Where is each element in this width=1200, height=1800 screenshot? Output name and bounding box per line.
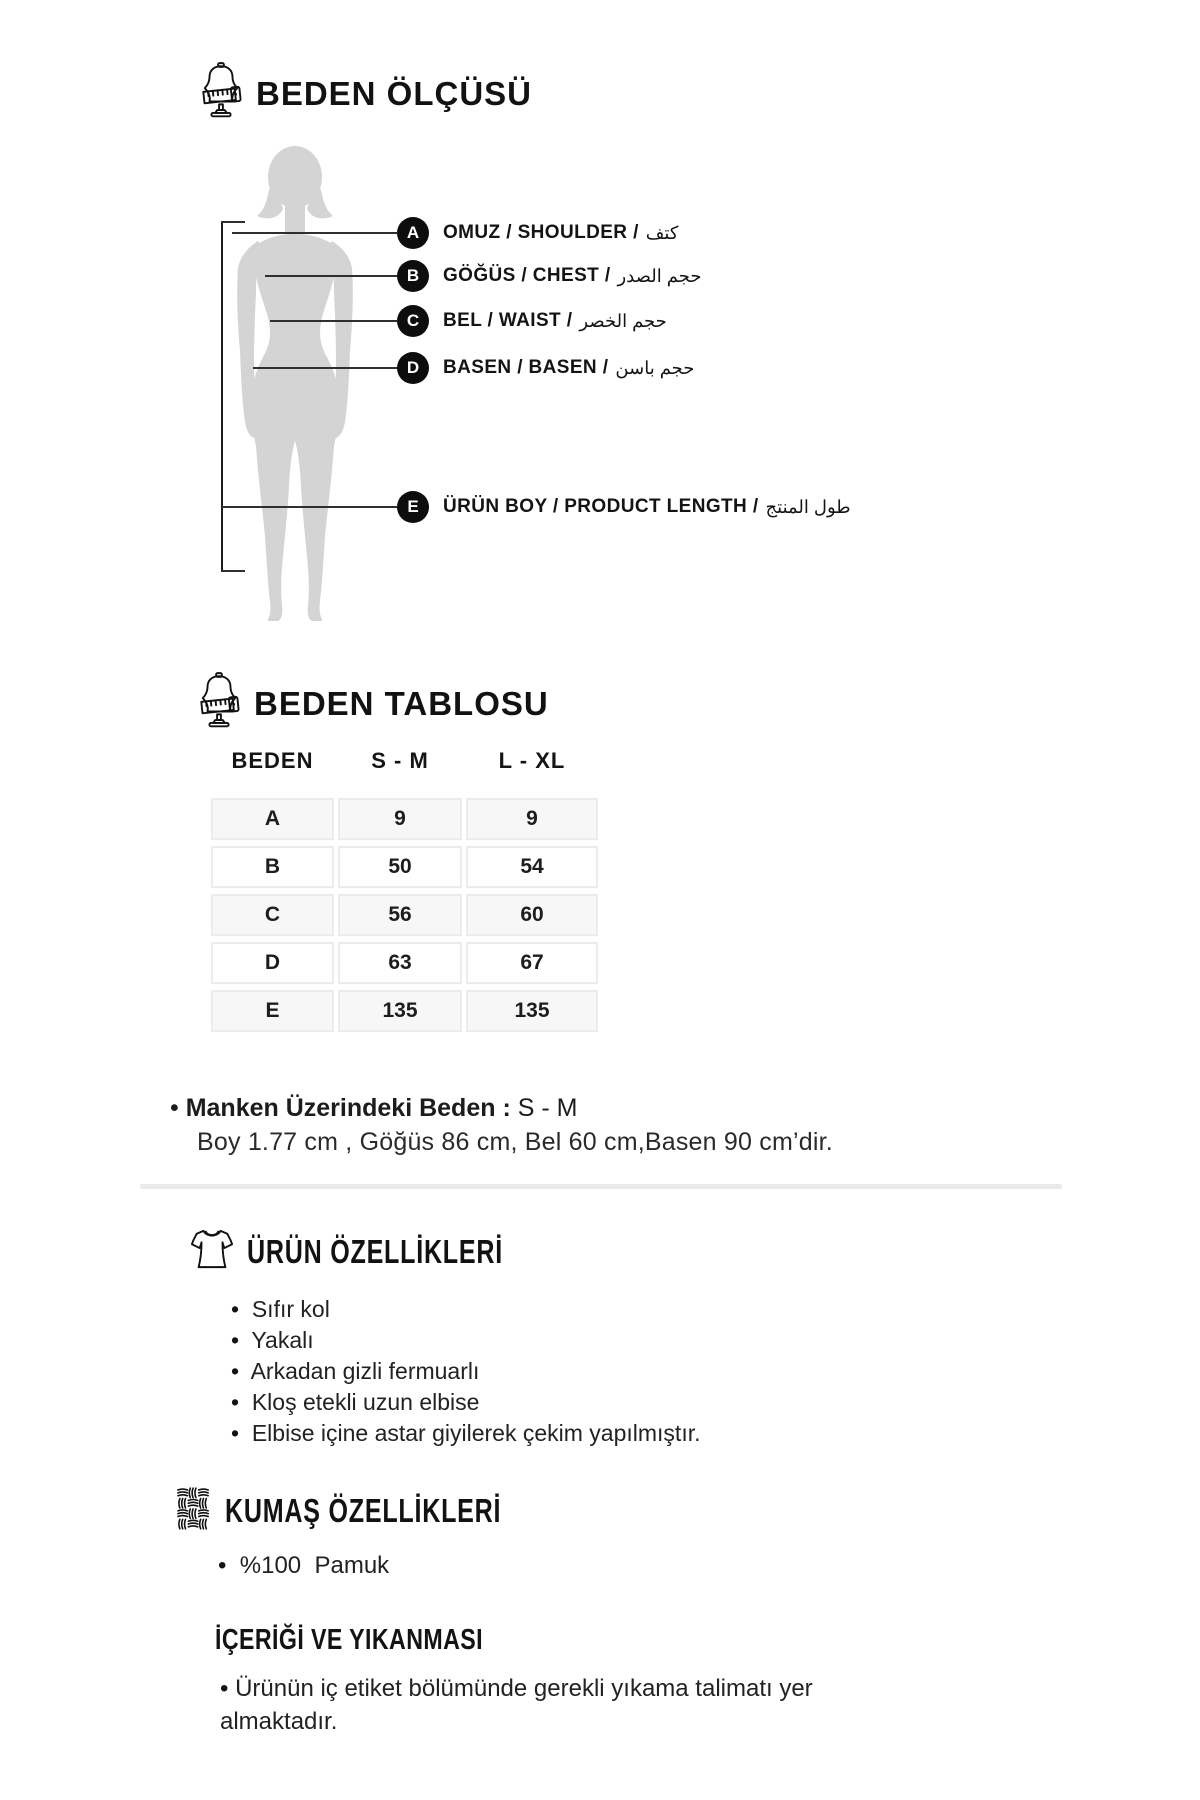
product-features-heading [191,1228,584,1275]
fabric-weave-icon [177,1486,211,1535]
care-heading: İÇERİĞİ VE YIKANMASI [215,1624,483,1656]
table-cell: 60 [466,894,598,936]
table-cell: 50 [338,846,462,888]
table-cell: 9 [466,798,598,840]
size-table [211,798,598,1032]
section-title: BEDEN TABLOSU [254,684,549,722]
table-cell: B [211,846,334,888]
measure-label-row: A OMUZ / SHOULDER / كتف [397,217,678,249]
feature-item: • Kloş etekli uzun elbise [231,1387,701,1418]
table-cell: 67 [466,942,598,984]
mannequin-icon [198,672,240,735]
table-cell: 56 [338,894,462,936]
measure-label-row: D BASEN / BASEN / حجم باسن [397,352,694,384]
size-table-heading [198,672,549,735]
arabic-label: حجم باسن [615,357,695,378]
column-header: BEDEN [231,748,314,773]
section-title: KUMAŞ ÖZELLİKLERİ [225,1491,502,1529]
arabic-label: طول المنتج [765,496,851,517]
care-list [220,1672,880,1738]
product-features-list [231,1294,701,1449]
model-size-note: • Manken Üzerindeki Beden : S - M [170,1094,578,1122]
measure-line-a [232,232,397,234]
measure-label-row: B GÖĞÜS / CHEST / حجم الصدر [397,260,702,292]
measure-label-row: C BEL / WAIST / حجم الخصر [397,305,667,337]
length-bracket-bottom-tick [221,570,245,572]
arabic-label: حجم الصدر [617,265,702,286]
table-cell: 54 [466,846,598,888]
tshirt-icon [191,1228,233,1275]
measure-line-d [253,367,397,369]
table-cell: 9 [338,798,462,840]
fabric-item: • %100 Pamuk [218,1550,389,1581]
section-title: BEDEN ÖLÇÜSÜ [256,74,533,112]
feature-item: • Elbise içine astar giyilerek çekim yapılmıştır. [231,1418,701,1449]
size-measure-heading [200,62,532,125]
arabic-label: كتف [645,222,679,243]
measure-line-e [222,506,397,508]
measure-badge-a: A [397,217,429,249]
table-cell: A [211,798,334,840]
bullet-dot: • [170,1094,186,1122]
length-bracket-vertical [221,222,223,572]
mannequin-icon [200,62,242,125]
feature-item: • Yakalı [231,1325,701,1356]
table-cell: D [211,942,334,984]
arabic-label: حجم الخصر [579,310,667,331]
model-size-detail: Boy 1.77 cm , Göğüs 86 cm, Bel 60 cm,Basen 90 cm’dir. [197,1128,833,1156]
table-cell: 63 [338,942,462,984]
fabric-features-heading [177,1486,588,1535]
measure-badge-d: D [397,352,429,384]
length-bracket-top-tick [221,221,245,223]
measure-badge-b: B [397,260,429,292]
table-cell: 135 [338,990,462,1032]
measure-label-row: E ÜRÜN BOY / PRODUCT LENGTH / طول المنتج [397,491,851,523]
feature-item: • Arkadan gizli fermuarlı [231,1356,701,1387]
table-cell: E [211,990,334,1032]
feature-item: • Sıfır kol [231,1294,701,1325]
column-header: L - XL [498,748,566,773]
measure-line-b [265,275,397,277]
measure-badge-e: E [397,491,429,523]
size-table-header [211,748,598,774]
measure-line-c [270,320,397,322]
body-silhouette [228,145,362,621]
table-cell: C [211,894,334,936]
care-item: • Ürünün iç etiket bölümünde gerekli yıkama talimatı yer almaktadır. [220,1672,880,1738]
fabric-features-list [218,1550,389,1581]
measure-badge-c: C [397,305,429,337]
column-header: S - M [371,748,429,773]
table-cell: 135 [466,990,598,1032]
section-divider [140,1184,1062,1189]
section-title: ÜRÜN ÖZELLİKLERİ [247,1232,503,1270]
